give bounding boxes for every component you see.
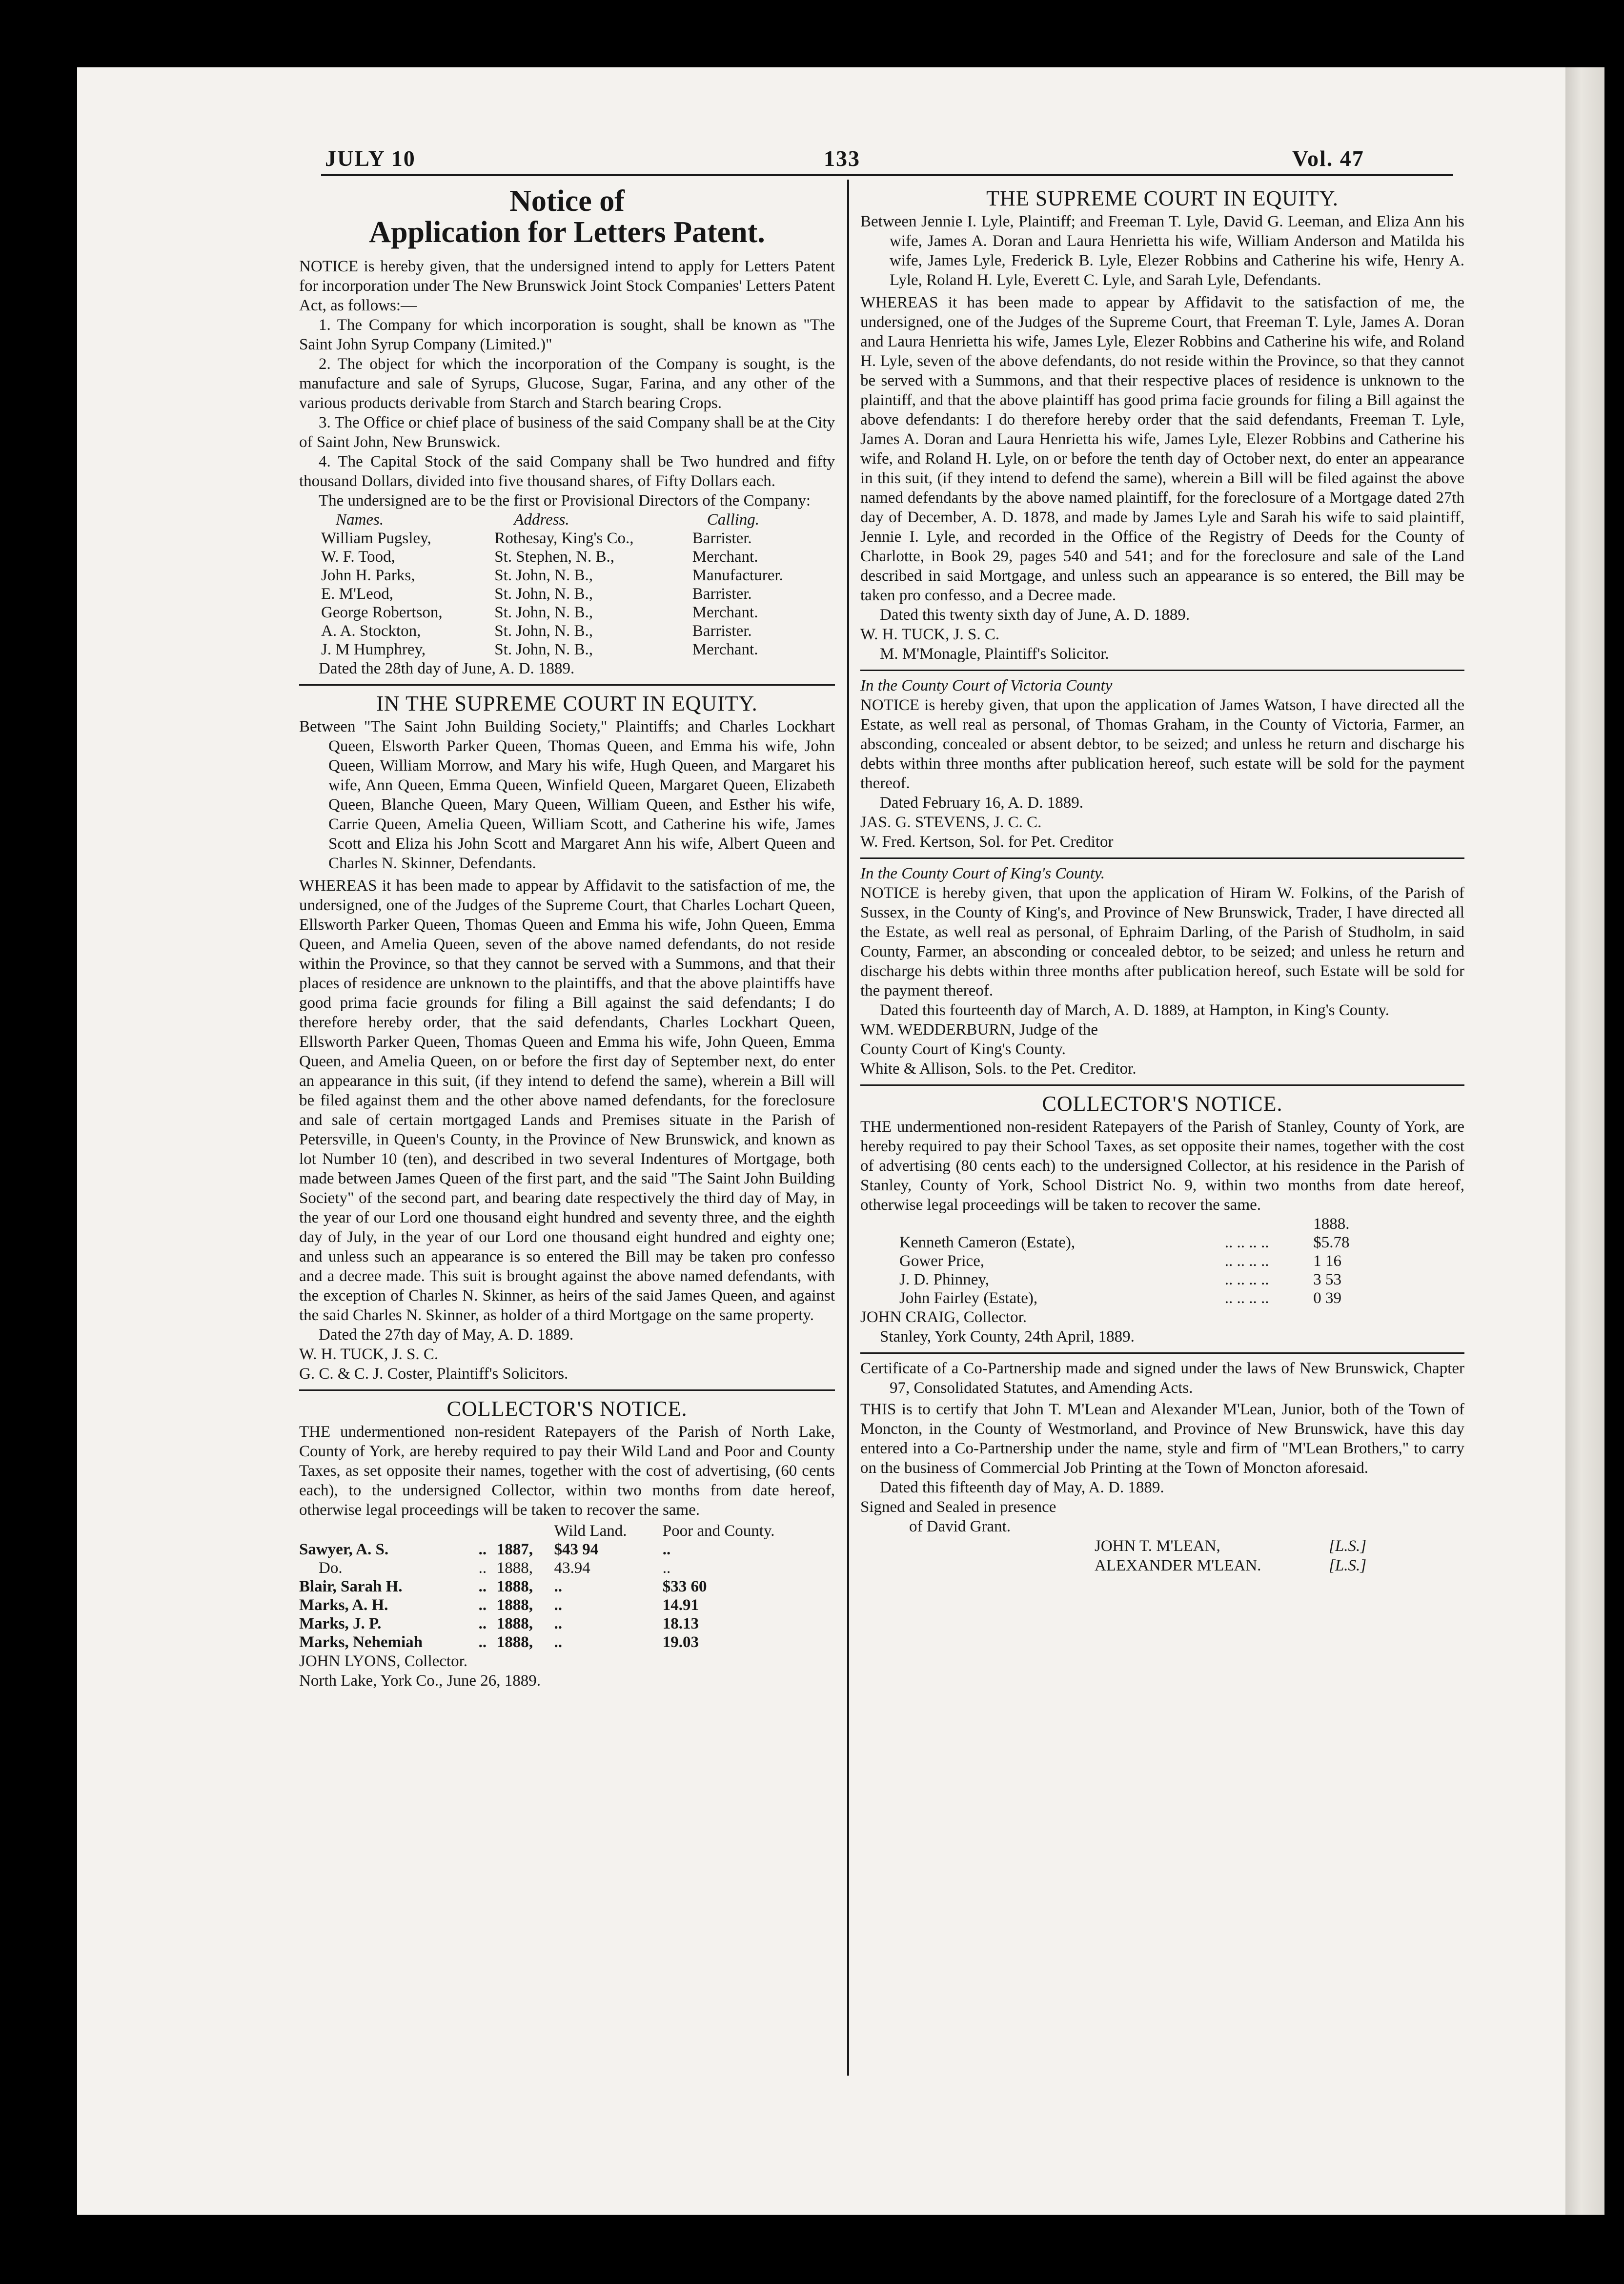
tax-amount: 1 16 — [1313, 1252, 1341, 1270]
th-address: Address. — [514, 511, 569, 529]
victoria-dated: Dated February 16, A. D. 1889. — [880, 794, 1084, 812]
table-row — [899, 1233, 1387, 1252]
collector-body: THE undermentioned non-resident Ratepayers of the Parish of North Lake, County of York, are hereby required to pay their Wild Land and Poor and County Taxes, as set opposite their names, together with the cost of advertising, (60 cents each), to the undersigned Collector, within two months from date hereof, otherwise legal proceedings will be taken to recover the same. — [299, 1423, 835, 1519]
certificate-signed-2: of David Grant. — [909, 1518, 1011, 1535]
collector2-table — [899, 1215, 1387, 1307]
ratepayer-name: Do. — [319, 1559, 343, 1577]
poor-county-amount: $33 60 — [662, 1578, 707, 1595]
table-row — [321, 603, 824, 622]
equity-solicitors: G. C. & C. J. Coster, Plaintiff's Solicitors. — [299, 1365, 568, 1383]
tax-amount: 3 53 — [1313, 1271, 1341, 1288]
seal-2: [L.S.] — [1329, 1557, 1367, 1574]
table-row — [321, 622, 824, 640]
victoria-court: In the County Court of Victoria County — [860, 677, 1113, 694]
equity-body: WHEREAS it has been made to appear by Affidavit to the satisfaction of me, the undersigned, one of the Judges of the Supreme Court, that Charles Lochart Queen, Ellsworth Parker Queen, Thomas Queen and Emma his wife, John Queen, Emma Queen, and Amelia Queen, seven of the above named defendants, do not reside within the Province, so that they cannot be served with a Summons, and that their places of residence are unknown to the plaintiffs, and that the above plaintiffs have good prima facie grounds for filing a Bill against the said defendants; I do therefore hereby order, that the said defendants, Charles Lockhart Queen, Ellsworth Parker Queen, Thomas Queen and Emma his wife, John Queen, Emma Queen, and Amelia Queen, on or before the first day of September next, do enter an appearance in this suit, (if they intend to defend the same), wherein a Bill will be filed against them and the other above named defendants, for the foreclosure and sale of certain mortgaged Lands and Premises situate in the Parish of Petersville, in Queen's County, in the Province of New Brunswick, and known as lot Number 10 (ten), and described in two several Indentures of Mortgage, both made between James Queen of the first part, and the said "The Saint John Building Society" of the second part, and bearing date respectively the third day of May, in the year of our Lord one thousand eight hundred and seventy three, and the eighth day of July, in the year of our Lord one thousand eight hundred and eighty one; and unless such an appearance is so entered the Bill may be taken pro confesso and a decree made. This suit is brought against the above named defendants, with the exception of Charles N. Skinner, as heirs of the said James Queen, and against the said Charles N. Skinner, as holder of a third Mortgage on the same property. — [299, 877, 835, 1324]
director-name: A. A. Stockton, — [321, 622, 421, 640]
certificate-heading: Certificate of a Co-Partnership made and signed under the laws of New Brunswick, Chapter 97, Consolidated Statutes, and Amending Acts. — [860, 1360, 1464, 1397]
tax-year: 1888, — [496, 1615, 533, 1632]
certificate-signed-1: Signed and Sealed in presence — [860, 1498, 1056, 1516]
poor-county-amount: .. — [662, 1559, 671, 1577]
collector2-body: THE undermentioned non-resident Ratepayers of the Parish of Stanley, County of York, are hereby required to pay their School Taxes, as set opposite their names, together with the cost of advertising (80 cents each) to the undersigned Collector, at his residence in the Parish of Stanley, County of York, School District No. 9, within two months from date hereof, otherwise legal proceedings will be taken to recover the same. — [860, 1118, 1464, 1214]
section-divider — [860, 857, 1464, 859]
leader-dots: .. — [478, 1633, 487, 1651]
tax-year: 1888, — [496, 1578, 533, 1595]
ratepayer-name: Kenneth Cameron (Estate), — [899, 1234, 1076, 1251]
wild-land-amount: .. — [554, 1615, 562, 1632]
page-number: 133 — [824, 146, 860, 171]
kings-dated: Dated this fourteenth day of March, A. D. 1889, at Hampton, in King's County. — [880, 1001, 1390, 1019]
ratepayer-name: Sawyer, A. S. — [299, 1541, 389, 1558]
director-address: St. John, N. B., — [494, 585, 593, 603]
director-address: St. John, N. B., — [494, 567, 593, 584]
equity2-parties: Between Jennie I. Lyle, Plaintiff; and Freeman T. Lyle, David G. Leeman, and Eliza Ann his wife, James A. Doran and Laura Henrietta his wife, William Anderson and Matilda his wife, James Lyle, Frederick B. Lyle, Elezer Robbins and Catherine his wife, Henry A. Lyle, Roland H. Lyle, Everett C. Lyle, and Sarah Lyle, Defendants. — [860, 213, 1464, 289]
director-calling: Merchant. — [692, 548, 758, 566]
collector2-place-date: Stanley, York County, 24th April, 1889. — [880, 1328, 1135, 1346]
director-calling: Manufacturer. — [692, 567, 783, 584]
directors-table — [321, 510, 824, 659]
certificate-body: THIS is to certify that John T. M'Lean and Alexander M'Lean, Junior, both of the Town of Moncton, in the County of Westmorland, and Province of New Brunswick, have this day entered into a Co-Partnership under the name, style and firm of "M'Lean Brothers," to carry on the business of Commercial Job Printing at the Town of Moncton aforesaid. — [860, 1401, 1464, 1477]
table-row — [299, 1577, 826, 1596]
patent-directors-intro: The undersigned are to be the first or Provisional Directors of the Company: — [319, 492, 811, 510]
section-divider — [860, 1352, 1464, 1354]
leader-dots: .. — [478, 1615, 487, 1632]
table-row — [899, 1289, 1387, 1307]
ratepayer-name: Gower Price, — [899, 1252, 985, 1270]
patent-item-3: 3. The Office or chief place of business of the said Company shall be at the City of Saint John, New Brunswick. — [299, 414, 835, 451]
signature-1: JOHN T. M'LEAN, — [1095, 1537, 1220, 1555]
patent-item-2: 2. The object for which the incorporation of the Company is sought, is the manufacture and sale of Syrups, Glucose, Sugar, Farina, and any other of the various products derivable from Starch and Starch bearing Crops. — [299, 355, 835, 412]
director-address: St. John, N. B., — [494, 622, 593, 640]
director-name: William Pugsley, — [321, 530, 431, 547]
patent-title-2: Application for Letters Patent. — [369, 216, 765, 249]
director-address: St. John, N. B., — [494, 641, 593, 658]
left-column — [299, 185, 835, 1691]
tax-year: 1888, — [496, 1633, 533, 1651]
director-name: W. F. Tood, — [321, 548, 395, 566]
director-calling: Barrister. — [692, 530, 752, 547]
ratepayer-name: Blair, Sarah H. — [299, 1578, 403, 1595]
victoria-solicitor: W. Fred. Kertson, Sol. for Pet. Creditor — [860, 833, 1114, 851]
table-row — [299, 1633, 826, 1652]
table-row — [321, 585, 824, 603]
tax-year: 1888, — [496, 1596, 533, 1614]
newspaper-page — [77, 67, 1604, 2215]
director-name: J. M Humphrey, — [321, 641, 426, 658]
leader-dots: .. .. .. .. — [1224, 1252, 1269, 1270]
kings-judge-1: WM. WEDDERBURN, Judge of the — [860, 1021, 1098, 1039]
issue-date: JULY 10 — [325, 146, 416, 171]
tax-year: 1888, — [496, 1559, 533, 1577]
director-calling: Merchant. — [692, 641, 758, 658]
director-address: Rothesay, King's Co., — [494, 530, 634, 547]
patent-intro: NOTICE is hereby given, that the undersigned intend to apply for Letters Patent for incorporation under The New Brunswick Joint Stock Companies' Letters Patent Act, as follows:— — [299, 258, 835, 314]
table-row — [321, 640, 824, 659]
equity2-judge: W. H. TUCK, J. S. C. — [860, 626, 1000, 643]
poor-county-amount: .. — [662, 1541, 671, 1558]
equity2-dated: Dated this twenty sixth day of June, A. D. 1889. — [880, 606, 1190, 624]
tax-year-header: 1888. — [1313, 1215, 1350, 1233]
page-edge — [1565, 67, 1604, 2215]
th-calling: Calling. — [707, 511, 760, 529]
leader-dots: .. — [478, 1541, 487, 1558]
section-divider — [860, 670, 1464, 671]
certificate-dated: Dated this fifteenth day of May, A. D. 1889. — [880, 1479, 1164, 1496]
wild-land-amount: .. — [554, 1633, 562, 1651]
equity2-title: THE SUPREME COURT IN EQUITY. — [986, 186, 1339, 210]
table-row — [899, 1270, 1387, 1289]
equity-title: IN THE SUPREME COURT IN EQUITY. — [376, 692, 758, 715]
tax-amount: 0 39 — [1313, 1289, 1341, 1307]
patent-dated: Dated the 28th day of June, A. D. 1889. — [319, 660, 575, 677]
tax-year: 1887, — [496, 1541, 533, 1558]
director-name: George Robertson, — [321, 604, 443, 621]
patent-title-1: Notice of — [509, 184, 625, 218]
victoria-judge: JAS. G. STEVENS, J. C. C. — [860, 814, 1042, 831]
volume-number: Vol. 47 — [1292, 146, 1364, 171]
tax-amount: $5.78 — [1313, 1234, 1350, 1251]
wild-land-amount: 43.94 — [554, 1559, 590, 1577]
th-poor-county: Poor and County. — [662, 1522, 775, 1540]
kings-body: NOTICE is hereby given, that upon the application of Hiram W. Folkins, of the Parish of Sussex, in the County of King's, and Province of New Brunswick, Trader, I have directed all the Estate, as well real as personal, of Ephraim Darling, of the Parish of Studholm, in said County, Farmer, an absconding or concealed debtor, to be seized; and unless he return and discharge his debts within three months after publication hereof, such Estate will be sold for the payment thereof. — [860, 884, 1464, 999]
director-address: St. Stephen, N. B., — [494, 548, 614, 566]
director-calling: Barrister. — [692, 622, 752, 640]
leader-dots: .. — [478, 1596, 487, 1614]
leader-dots: .. — [478, 1559, 487, 1577]
director-calling: Merchant. — [692, 604, 758, 621]
ratepayer-name: Marks, Nehemiah — [299, 1633, 423, 1651]
section-divider — [299, 684, 835, 686]
table-row — [321, 566, 824, 585]
header-rule — [321, 174, 1453, 176]
ratepayer-name: J. D. Phinney, — [899, 1271, 989, 1288]
collector-signer: JOHN LYONS, Collector. — [299, 1652, 468, 1670]
equity2-solicitor: M. M'Monagle, Plaintiff's Solicitor. — [880, 645, 1109, 663]
collector2-title: COLLECTOR'S NOTICE. — [1042, 1092, 1283, 1116]
right-column — [860, 185, 1464, 1575]
ratepayer-name: Marks, A. H. — [299, 1596, 388, 1614]
director-name: John H. Parks, — [321, 567, 415, 584]
table-row — [299, 1614, 826, 1633]
poor-county-amount: 18.13 — [662, 1615, 699, 1632]
th-names: Names. — [336, 511, 384, 529]
collector-title: COLLECTOR'S NOTICE. — [447, 1397, 688, 1421]
leader-dots: .. .. .. .. — [1224, 1234, 1269, 1251]
signature-2: ALEXANDER M'LEAN. — [1095, 1557, 1261, 1574]
certificate-signatures — [860, 1536, 1464, 1575]
poor-county-amount: 19.03 — [662, 1633, 699, 1651]
table-row — [299, 1559, 826, 1577]
patent-item-4: 4. The Capital Stock of the said Company shall be Two hundred and fifty thousand Dollars, divided into five thousand shares, of Fifty Dollars each. — [299, 453, 835, 490]
column-divider — [847, 180, 849, 2076]
wild-land-amount: $43 94 — [554, 1541, 599, 1558]
leader-dots: .. .. .. .. — [1224, 1271, 1269, 1288]
section-divider — [299, 1389, 835, 1391]
equity-parties: Between "The Saint John Building Society," Plaintiffs; and Charles Lockhart Queen, Elsworth Parker Queen, Thomas Queen, and Emma his wife, John Queen, William Morrow, and Mary his wife, Hugh Queen, and Margaret his wife, Ann Queen, Emma Queen, Winfield Queen, Margaret Queen, Elizabeth Queen, Blanche Queen, Mary Queen, William Queen, and Esther his wife, Carrie Queen, Amelia Queen, William Scott, and Catherine his wife, James Scott and Eliza his John Scott and Margaret Ann his wife, Albert Queen and Charles N. Skinner, Defendants. — [299, 718, 835, 872]
director-address: St. John, N. B., — [494, 604, 593, 621]
equity-dated: Dated the 27th day of May, A. D. 1889. — [319, 1326, 574, 1344]
leader-dots: .. — [478, 1578, 487, 1595]
patent-item-1: 1. The Company for which incorporation is sought, shall be known as "The Saint John Syrup Company (Limited.)" — [299, 316, 835, 353]
collector-table — [299, 1522, 826, 1652]
table-row — [321, 529, 824, 548]
table-row — [299, 1540, 826, 1559]
kings-solicitors: White & Allison, Sols. to the Pet. Creditor. — [860, 1060, 1137, 1078]
table-row — [299, 1596, 826, 1614]
equity2-body: WHEREAS it has been made to appear by Affidavit to the satisfaction of me, the undersigned, one of the Judges of the Supreme Court, that Freeman T. Lyle, James A. Doran and Laura Henrietta his wife, James Lyle, Elezer Robbins and Catherine his wife, and Roland H. Lyle, seven of the above defendants, do not reside within the Province, so that they cannot be served with a Summons, and that their respective places of residence is unknown to the plaintiff, and that the above plaintiff has good prima facie grounds for filing a Bill against the above defendants: I do therefore hereby order that the said defendants, Freeman T. Lyle, James A. Doran and Laura Henrietta his wife, James Lyle, Elezer Robbins and Catherine his wife, and Roland H. Lyle, on or before the tenth day of October next, do enter an appearance in this suit, (if they intend to defend the same), wherein a Bill will be filed against the above named defendants by the above named plaintiff, for the foreclosure of a Mortgage dated 27th day of December, A. D. 1878, and made by James Lyle and Sarah his wife to said plaintiff, Jennie I. Lyle, and recorded in the Office of the Registry of Deeds for the County of Charlotte, in Book 29, pages 540 and 541; and for the foreclosure and sale of the Land described in said Mortgage, and unless such an appearance is so entered, the Bill may be taken pro confesso, and a Decree made. — [860, 294, 1464, 604]
section-divider — [860, 1084, 1464, 1086]
victoria-body: NOTICE is hereby given, that upon the application of James Watson, I have directed all the Estate, as well real as personal, of Thomas Graham, in the County of Victoria, Farmer, an absconding, concealed or absent debtor, to be seized; and unless he return and discharge his debts within three months after publication hereof, such estate will be sold for the payment thereof. — [860, 696, 1464, 792]
collector-place-date: North Lake, York Co., June 26, 1889. — [299, 1672, 541, 1690]
collector2-signer: JOHN CRAIG, Collector. — [860, 1308, 1027, 1326]
wild-land-amount: .. — [554, 1596, 562, 1614]
ratepayer-name: Marks, J. P. — [299, 1615, 382, 1632]
director-name: E. M'Leod, — [321, 585, 394, 603]
kings-judge-2: County Court of King's County. — [860, 1040, 1066, 1058]
ratepayer-name: John Fairley (Estate), — [899, 1289, 1038, 1307]
leader-dots: .. .. .. .. — [1224, 1289, 1269, 1307]
director-calling: Barrister. — [692, 585, 752, 603]
th-wild-land: Wild Land. — [554, 1522, 627, 1540]
table-row — [899, 1252, 1387, 1270]
kings-court: In the County Court of King's County. — [860, 865, 1105, 882]
seal-1: [L.S.] — [1329, 1537, 1367, 1555]
table-row — [321, 548, 824, 566]
equity-judge: W. H. TUCK, J. S. C. — [299, 1346, 439, 1363]
poor-county-amount: 14.91 — [662, 1596, 699, 1614]
wild-land-amount: .. — [554, 1578, 562, 1595]
